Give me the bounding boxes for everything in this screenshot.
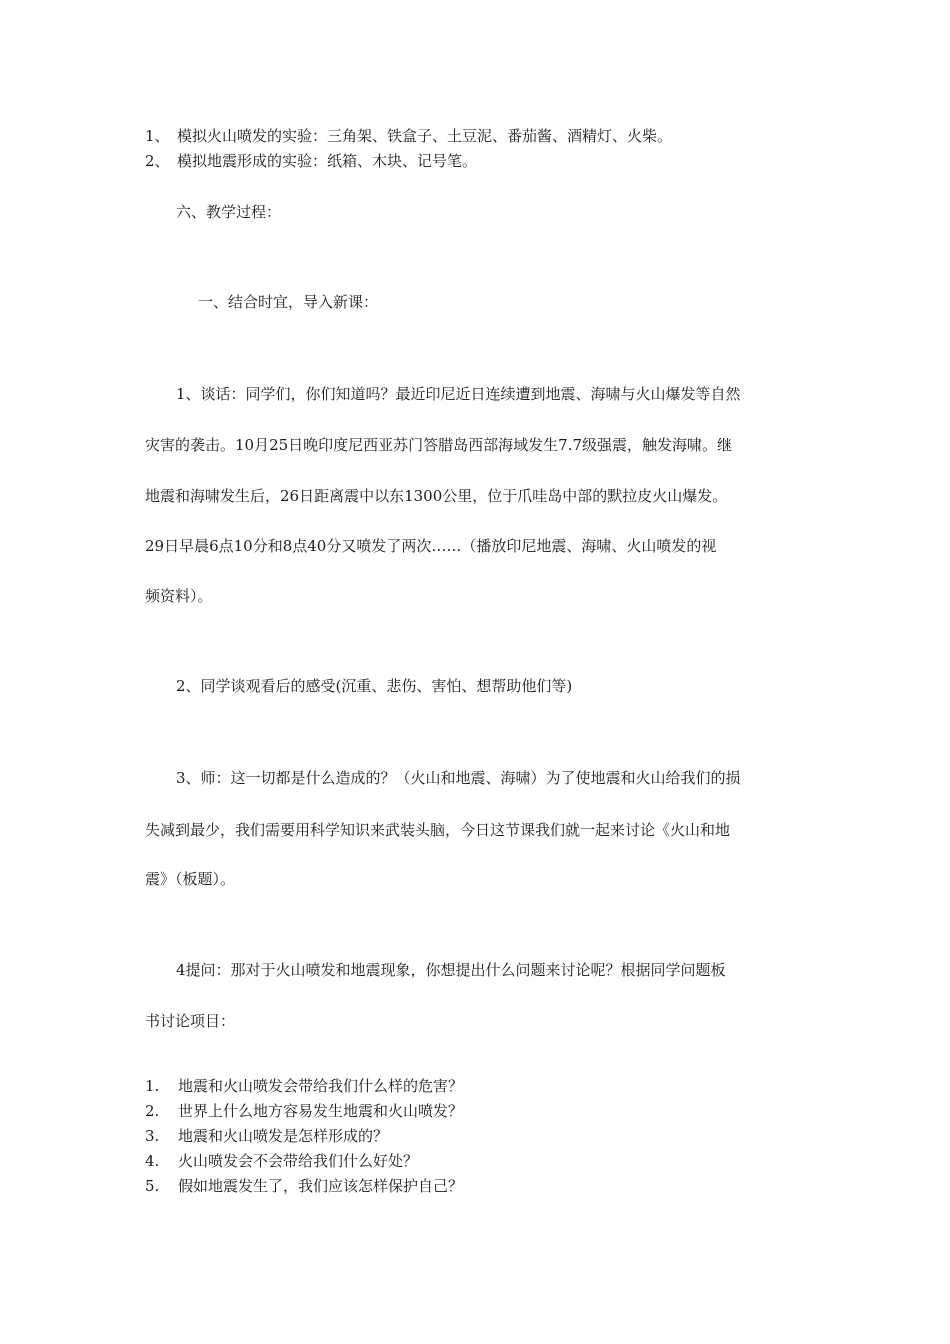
paragraph-line: 震》（板题）。 [145,870,236,888]
paragraph-line: 3、师：这一切都是什么造成的？（火山和地震、海啸）为了使地震和火山给我们的损 [176,769,741,787]
section-heading: 六、教学过程： [176,203,282,221]
material-item [145,126,672,146]
material-item [145,151,477,171]
material-number: 1、 [145,127,170,145]
material-text: 模拟火山喷发的实验：三角架、铁盒子、土豆泥、番茄酱、酒精灯、火柴。 [177,127,673,145]
list-number: 5. [145,1177,160,1195]
list-item [145,1101,463,1121]
paragraph-line: 书讨论项目： [145,1012,236,1030]
paragraph-line: 灾害的袭击。10月25日晚印度尼西亚苏门答腊岛西部海域发生7.7级强震，触发海啸。继 [145,436,733,454]
material-number: 2、 [145,152,170,170]
list-text: 地震和火山喷发会带给我们什么样的危害？ [178,1077,464,1095]
list-item [145,1176,463,1196]
paragraph-line: 失减到最少，我们需要用科学知识来武装头脑，今日这节课我们就一起来讨论《火山和地 [145,821,731,839]
list-text: 火山喷发会不会带给我们什么好处？ [178,1152,419,1170]
list-number: 2. [145,1102,160,1120]
list-text: 世界上什么地方容易发生地震和火山喷发？ [178,1102,464,1120]
list-item [145,1151,418,1171]
sub-heading: 一、结合时宜，导入新课： [198,293,379,311]
material-text: 模拟地震形成的实验：纸箱、木块、记号笔。 [177,152,478,170]
list-item [145,1076,463,1096]
paragraph-line: 地震和海啸发生后，26日距离震中以东1300公里，位于爪哇岛中部的默拉皮火山爆发。 [145,487,728,505]
paragraph-line: 29日早晨6点10分和8点40分又喷发了两次……（播放印尼地震、海啸、火山喷发的视 [145,537,717,555]
paragraph-line: 4提问：那对于火山喷发和地震现象，你想提出什么问题来讨论呢？根据同学问题板 [176,961,726,979]
list-number: 4. [145,1152,160,1170]
list-text: 假如地震发生了，我们应该怎样保护自己？ [178,1177,464,1195]
paragraph-line: 1、谈话：同学们，你们知道吗？最近印尼近日连续遭到地震、海啸与火山爆发等自然 [176,385,741,403]
list-number: 3. [145,1127,160,1145]
paragraph-line: 频资料）。 [145,587,213,605]
list-text: 地震和火山喷发是怎样形成的？ [178,1127,389,1145]
list-number: 1. [145,1077,160,1095]
paragraph-line: 2、同学谈观看后的感受(沉重、悲伤、害怕、想帮助他们等) [176,677,573,695]
list-item [145,1126,388,1146]
